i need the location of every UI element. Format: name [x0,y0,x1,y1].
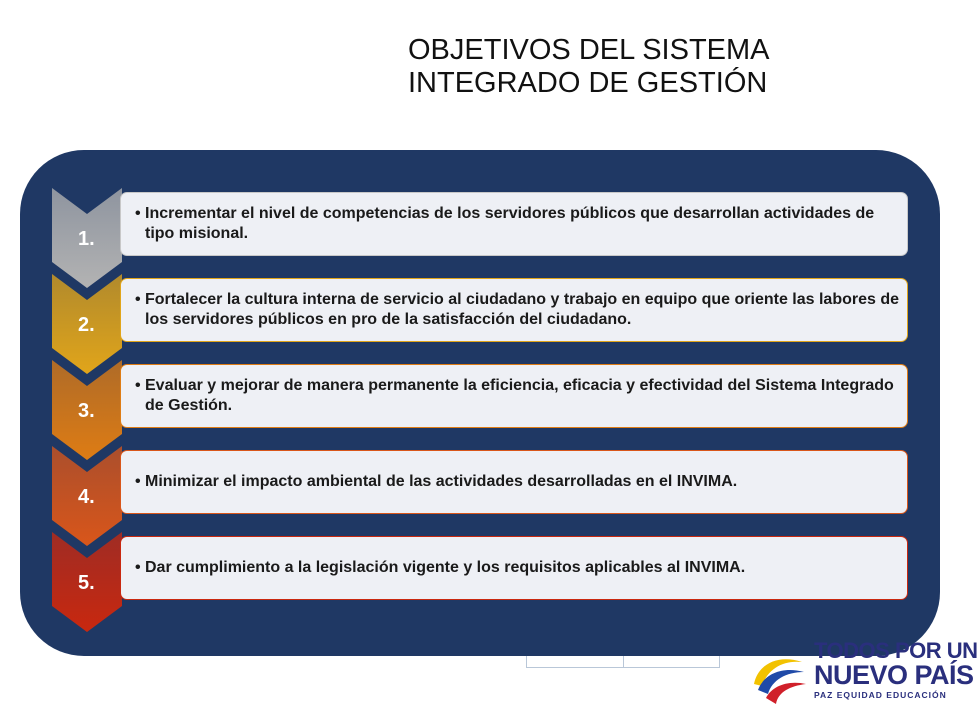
objective-number: 5. [78,572,95,594]
objective-number: 3. [78,400,95,422]
objective-text: • Dar cumplimiento a la legislación vigente y los requisitos aplicables al INVIMA. [135,558,745,578]
objective-row [0,188,960,278]
logo-tagline: PAZ EQUIDAD EDUCACIÓN [814,690,947,700]
logo-line-1: TODOS POR UN [814,638,978,663]
objective-number: 4. [78,486,95,508]
objective-card [120,192,908,256]
objective-card [120,536,908,600]
objective-text: • Minimizar el impacto ambiental de las actividades desarrolladas en el INVIMA. [135,472,737,492]
objective-card [120,364,908,428]
objective-text: • Evaluar y mejorar de manera permanente la eficiencia, eficacia y efectividad del Sistema Integrado de Gestión. [135,376,907,416]
colombia-swoosh-icon [748,644,818,714]
government-logo [748,634,978,714]
objective-chevron [0,532,130,634]
page-title [408,34,770,100]
logo-line-2: NUEVO PAÍS [814,660,974,690]
objective-text: • Incrementar el nivel de competencias de los servidores públicos que desarrollan actividades de tipo misional. [135,204,907,244]
objective-number: 1. [78,228,95,250]
objective-card [120,278,908,342]
objective-row [0,274,960,364]
objective-row [0,360,960,450]
objective-row [0,446,960,536]
objective-text: • Fortalecer la cultura interna de servicio al ciudadano y trabajo en equipo que oriente las labores de los servidores públicos en pro de la satisfacción del ciudadano. [135,290,907,330]
page-title-line-2: INTEGRADO DE GESTIÓN [408,67,768,99]
objective-row [0,532,960,622]
objective-card [120,450,908,514]
objective-number: 2. [78,314,95,336]
page-title-line-1: OBJETIVOS DEL SISTEMA [408,34,770,66]
